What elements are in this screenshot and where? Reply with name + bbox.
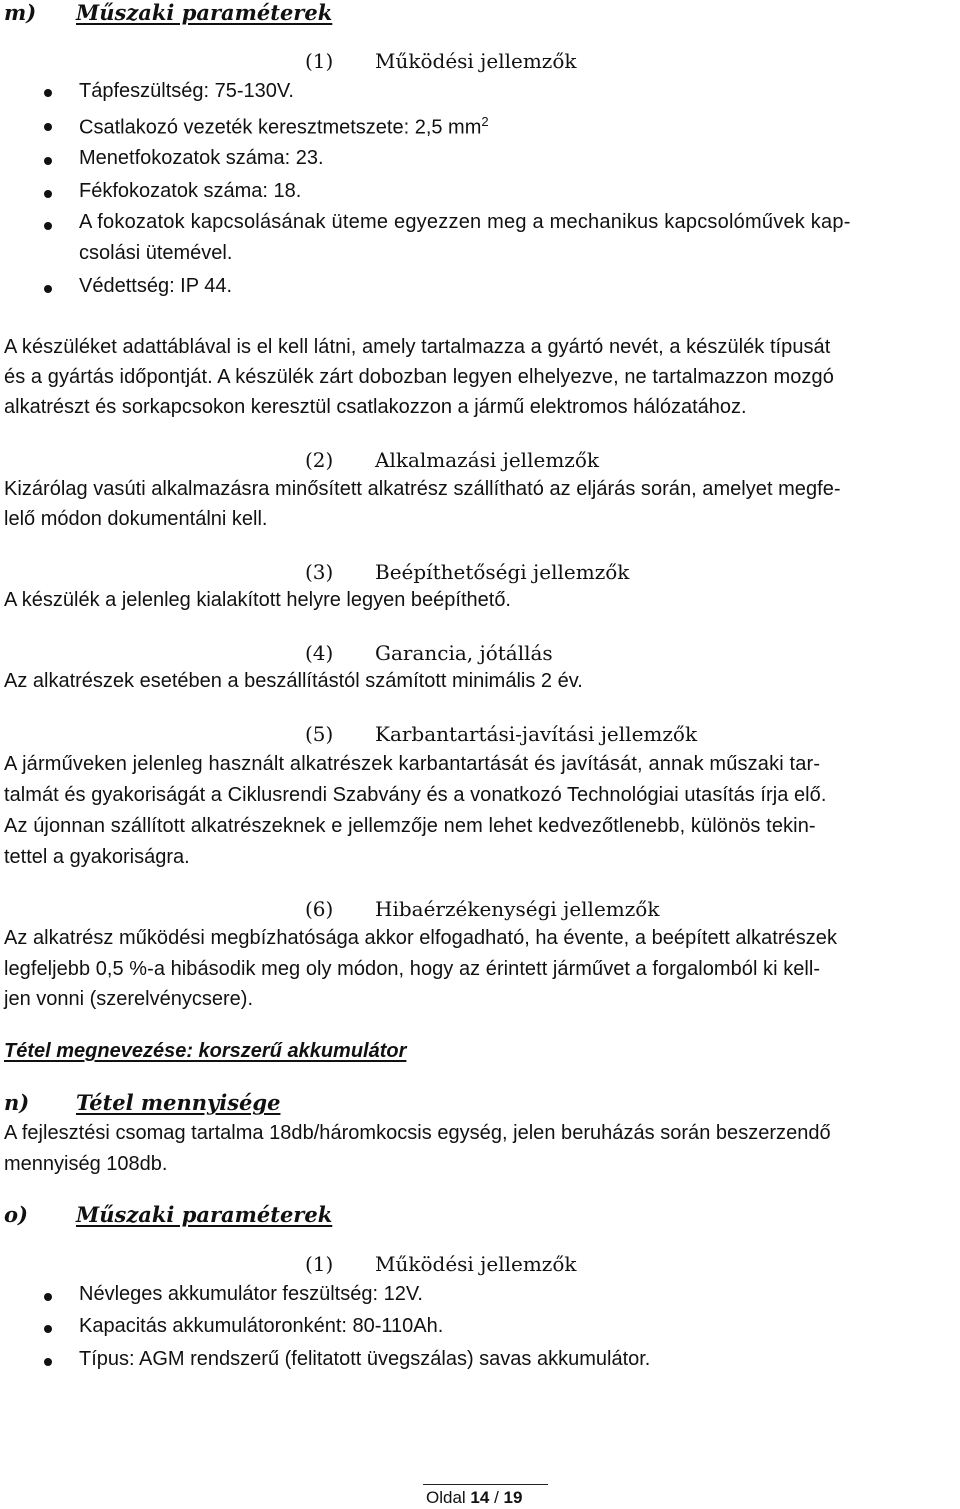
section-m-sub3-heading	[305, 560, 629, 584]
sub1-title: Működési jellemzők	[375, 49, 577, 73]
item-title: Tétel megnevezése: korszerű akkumulátor	[4, 1040, 407, 1062]
sub2-title: Alkalmazási jellemzők	[375, 448, 599, 472]
sub3-title: Beépíthetőségi jellemzők	[375, 560, 630, 584]
paragraph-line: jen vonni (szerelvénycsere).	[4, 988, 253, 1010]
page-footer	[426, 1488, 522, 1508]
bullet-icon	[44, 222, 52, 230]
paragraph-line: mennyiség 108db.	[4, 1153, 168, 1175]
section-o-letter: o)	[4, 1202, 28, 1227]
bullet-item: Kapacitás akkumulátoronként: 80-110Ah.	[79, 1315, 444, 1337]
section-m-letter: m)	[4, 0, 37, 25]
paragraph-line: A fejlesztési csomag tartalma 18db/háromkocsis egység, jelen beruházás során beszerzendő	[4, 1122, 831, 1144]
section-m-heading	[4, 0, 332, 25]
sub6-number: (6)	[305, 897, 334, 921]
paragraph-line: Az újonnan szállított alkatrészeknek e jellemzője nem lehet kedvezőtlenebb, különös tekin-	[4, 815, 816, 837]
section-m-title: Műszaki paraméterek	[76, 0, 333, 25]
section-m-sub5-heading	[305, 722, 697, 746]
bullet-icon	[44, 89, 52, 97]
paragraph-line: Kizárólag vasúti alkalmazásra minősített alkatrész szállítható az eljárás során, amelyet megfe-	[4, 478, 841, 500]
section-n-title: Tétel mennyisége	[76, 1090, 281, 1115]
paragraph-line: és a gyártás időpontját. A készülék zárt dobozban legyen elhelyezve, ne tartalmazzon mozgó	[4, 366, 834, 388]
sub6-title: Hibaérzékenységi jellemzők	[375, 897, 660, 921]
section-o-sub1-heading	[305, 1252, 577, 1276]
bullet-icon	[44, 123, 52, 131]
sub5-title: Karbantartási-javítási jellemzők	[375, 722, 698, 746]
sub1-number: (1)	[305, 49, 334, 73]
paragraph-line: alkatrészt és sorkapcsokon keresztül csatlakozzon a jármű elektromos hálózatához.	[4, 396, 747, 418]
section-m-sub6-heading	[305, 897, 659, 921]
bullet-item: Menetfokozatok száma: 23.	[79, 147, 324, 169]
paragraph-line: A készülék a jelenleg kialakított helyre legyen beépíthető.	[4, 589, 511, 611]
footer-rule	[423, 1484, 548, 1485]
footer-current-page: 14	[470, 1488, 490, 1507]
paragraph-line: A járműveken jelenleg használt alkatrészek karbantartását és javítását, annak műszaki tar-	[4, 753, 821, 775]
paragraph-line: lelő módon dokumentálni kell.	[4, 508, 268, 530]
section-m-sub2-heading	[305, 448, 599, 472]
section-o-heading	[4, 1202, 332, 1227]
section-m-sub4-heading	[305, 641, 553, 665]
sub2-number: (2)	[305, 448, 334, 472]
section-n-heading	[4, 1090, 280, 1115]
paragraph-line: Az alkatrész működési megbízhatósága akkor elfogadható, ha évente, a beépített alkatrészek	[4, 927, 837, 949]
paragraph-line: talmát és gyakoriságát a Ciklusrendi Szabvány és a vonatkozó Technológiai utasítás írja elő.	[4, 784, 827, 806]
bullet-icon	[44, 157, 52, 165]
bullet-icon	[44, 285, 52, 293]
superscript-two: 2	[481, 114, 489, 129]
bullet-icon	[44, 190, 52, 198]
sub3-number: (3)	[305, 560, 334, 584]
paragraph-line: tettel a gyakoriságra.	[4, 846, 190, 868]
sub1-number: (1)	[305, 1252, 334, 1276]
paragraph-line: A készüléket adattáblával is el kell látni, amely tartalmazza a gyártó nevét, a készülék típusát	[4, 336, 831, 358]
bullet-text: Csatlakozó vezeték keresztmetszete: 2,5 mm	[79, 116, 482, 139]
sub4-number: (4)	[305, 641, 334, 665]
bullet-icon	[44, 1325, 52, 1333]
footer-total-pages: 19	[503, 1488, 523, 1507]
bullet-item: Tápfeszültség: 75-130V.	[79, 80, 294, 102]
sub4-title: Garancia, jótállás	[375, 641, 553, 665]
bullet-item: A fokozatok kapcsolásának üteme egyezzen meg a mechanikus kapcsolóművek kap-	[79, 211, 851, 233]
bullet-item: Fékfokozatok száma: 18.	[79, 180, 302, 202]
bullet-item: Névleges akkumulátor feszültség: 12V.	[79, 1283, 423, 1305]
sub1-title: Működési jellemzők	[375, 1252, 577, 1276]
footer-separator: /	[494, 1488, 499, 1507]
paragraph-line: Az alkatrészek esetében a beszállítástól számított minimális 2 év.	[4, 670, 583, 692]
bullet-item-continuation: csolási ütemével.	[79, 242, 233, 264]
section-o-title: Műszaki paraméterek	[76, 1202, 333, 1227]
bullet-item: Típus: AGM rendszerű (felitatott üvegszálas) savas akkumulátor.	[79, 1348, 651, 1370]
bullet-item	[79, 114, 489, 140]
sub5-number: (5)	[305, 722, 334, 746]
section-m-sub1-heading	[305, 49, 577, 73]
bullet-icon	[44, 1358, 52, 1366]
section-n-letter: n)	[4, 1090, 30, 1115]
paragraph-line: legfeljebb 0,5 %-a hibásodik meg oly módon, hogy az érintett járművet a forgalomból ki kell-	[4, 958, 821, 980]
footer-label: Oldal	[426, 1488, 466, 1507]
bullet-icon	[44, 1293, 52, 1301]
bullet-item: Védettség: IP 44.	[79, 275, 233, 297]
